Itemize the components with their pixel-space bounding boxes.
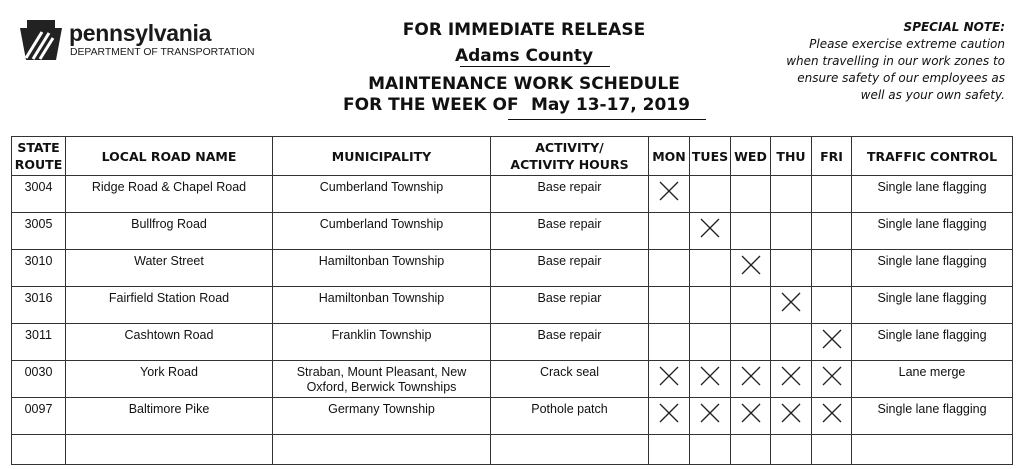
activity-cell: Base repair	[491, 176, 649, 213]
special-note-line: Please exercise extreme caution	[809, 37, 1005, 51]
day-cell-mon	[649, 287, 690, 324]
empty-cell	[491, 435, 649, 465]
empty-cell	[66, 435, 273, 465]
day-cell-fri	[812, 250, 852, 287]
x-mark-icon	[740, 402, 762, 424]
day-cell-tue	[690, 398, 731, 435]
logo-wordmark: pennsylvania	[69, 20, 212, 46]
day-cell-fri	[812, 398, 852, 435]
logo-subtitle: DEPARTMENT OF TRANSPORTATION	[70, 47, 255, 58]
day-cell-tue	[690, 213, 731, 250]
day-cell-fri	[812, 287, 852, 324]
municipality-text: Hamiltonban Township	[318, 254, 445, 268]
table-row	[12, 287, 1013, 324]
col-header-tue: TUES	[690, 137, 731, 176]
day-cell-thu	[771, 176, 812, 213]
x-mark-icon	[780, 402, 802, 424]
day-cell-wed	[731, 361, 771, 398]
empty-cell	[852, 435, 1013, 465]
county-underline	[460, 66, 610, 67]
activity-cell: Base repair	[491, 324, 649, 361]
day-cell-wed	[731, 398, 771, 435]
col-header-mon: MON	[649, 137, 690, 176]
special-note-line: when travelling in our work zones to	[786, 54, 1005, 68]
table-row	[12, 250, 1013, 287]
day-cell-tue	[690, 287, 731, 324]
municipality-text: Cumberland Township	[319, 180, 444, 194]
empty-cell	[771, 435, 812, 465]
special-note-line: well as your own safety.	[860, 88, 1005, 102]
municipality-cell	[273, 213, 491, 250]
day-cell-mon	[649, 250, 690, 287]
x-mark-icon	[821, 402, 843, 424]
municipality-text: Germany Township	[328, 402, 435, 416]
municipality-cell	[273, 287, 491, 324]
municipality-text: Hamiltonban Township	[318, 291, 445, 305]
day-cell-mon	[649, 398, 690, 435]
col-header-wed: WED	[731, 137, 771, 176]
col-header-fri: FRI	[812, 137, 852, 176]
col-header-road: LOCAL ROAD NAME	[66, 137, 273, 176]
traffic-cell: Single lane flagging	[852, 176, 1013, 213]
empty-cell	[731, 435, 771, 465]
table-row	[12, 176, 1013, 213]
route-cell: 0030	[12, 361, 66, 398]
schedule-heading: MAINTENANCE WORK SCHEDULE	[368, 74, 680, 94]
county-heading: Adams County	[454, 46, 594, 66]
release-heading: FOR IMMEDIATE RELEASE	[402, 20, 646, 40]
day-cell-fri	[812, 361, 852, 398]
x-mark-icon	[658, 402, 680, 424]
route-cell: 3010	[12, 250, 66, 287]
day-cell-tue	[690, 176, 731, 213]
x-mark-icon	[699, 402, 721, 424]
municipality-cell	[273, 361, 491, 398]
day-cell-wed	[731, 287, 771, 324]
week-label: FOR THE WEEK OF	[343, 95, 519, 115]
x-mark-icon	[821, 365, 843, 387]
empty-cell	[812, 435, 852, 465]
day-cell-thu	[771, 361, 812, 398]
day-cell-wed	[731, 324, 771, 361]
empty-cell	[649, 435, 690, 465]
x-mark-icon	[821, 328, 843, 350]
day-cell-wed	[731, 213, 771, 250]
activity-cell: Crack seal	[491, 361, 649, 398]
day-cell-thu	[771, 250, 812, 287]
table-header-row	[12, 137, 1013, 176]
week-date: May 13-17, 2019	[531, 95, 690, 115]
municipality-cell	[273, 398, 491, 435]
road-cell: Water Street	[66, 250, 273, 287]
route-cell: 3004	[12, 176, 66, 213]
traffic-cell: Single lane flagging	[852, 213, 1013, 250]
table-row-empty	[12, 435, 1013, 465]
route-cell: 3011	[12, 324, 66, 361]
table-row	[12, 361, 1013, 398]
road-cell: Bullfrog Road	[66, 213, 273, 250]
road-cell: Ridge Road & Chapel Road	[66, 176, 273, 213]
week-underline	[508, 119, 706, 120]
day-cell-thu	[771, 213, 812, 250]
municipality-cell	[273, 250, 491, 287]
day-cell-fri	[812, 213, 852, 250]
schedule-table	[11, 136, 1013, 465]
day-cell-thu	[771, 398, 812, 435]
road-cell: Fairfield Station Road	[66, 287, 273, 324]
col-header-thu: THU	[771, 137, 812, 176]
municipality-text: Franklin Township	[331, 328, 432, 342]
municipality-text: Oxford, Berwick Townships	[306, 380, 457, 394]
day-cell-mon	[649, 176, 690, 213]
x-mark-icon	[740, 254, 762, 276]
special-note-line: ensure safety of our employees as	[797, 71, 1005, 85]
traffic-cell: Single lane flagging	[852, 324, 1013, 361]
day-cell-tue	[690, 250, 731, 287]
day-cell-mon	[649, 213, 690, 250]
route-cell: 3016	[12, 287, 66, 324]
day-cell-fri	[812, 176, 852, 213]
col-header-route: STATE ROUTE	[12, 137, 66, 176]
table-row	[12, 324, 1013, 361]
road-cell: York Road	[66, 361, 273, 398]
x-mark-icon	[780, 291, 802, 313]
municipality-cell	[273, 176, 491, 213]
day-cell-wed	[731, 176, 771, 213]
day-cell-thu	[771, 287, 812, 324]
traffic-cell: Single lane flagging	[852, 250, 1013, 287]
activity-cell: Base repiar	[491, 287, 649, 324]
municipality-text: Straban, Mount Pleasant, New	[296, 365, 467, 379]
special-note-title: SPECIAL NOTE:	[903, 20, 1005, 34]
x-mark-icon	[780, 365, 802, 387]
empty-cell	[273, 435, 491, 465]
traffic-cell: Single lane flagging	[852, 287, 1013, 324]
empty-cell	[12, 435, 66, 465]
x-mark-icon	[740, 365, 762, 387]
x-mark-icon	[699, 217, 721, 239]
col-header-traffic: TRAFFIC CONTROL	[852, 137, 1013, 176]
penndot-logo	[18, 18, 255, 68]
keystone-logo-icon	[18, 18, 64, 62]
col-header-municipality: MUNICIPALITY	[273, 137, 491, 176]
municipality-cell	[273, 324, 491, 361]
route-cell: 0097	[12, 398, 66, 435]
traffic-cell: Single lane flagging	[852, 398, 1013, 435]
day-cell-tue	[690, 324, 731, 361]
day-cell-mon	[649, 324, 690, 361]
day-cell-thu	[771, 324, 812, 361]
x-mark-icon	[699, 365, 721, 387]
road-cell: Baltimore Pike	[66, 398, 273, 435]
table-row	[12, 213, 1013, 250]
traffic-cell: Lane merge	[852, 361, 1013, 398]
x-mark-icon	[658, 365, 680, 387]
activity-cell: Pothole patch	[491, 398, 649, 435]
road-cell: Cashtown Road	[66, 324, 273, 361]
day-cell-tue	[690, 361, 731, 398]
empty-cell	[690, 435, 731, 465]
table-row	[12, 398, 1013, 435]
municipality-text: Cumberland Township	[319, 217, 444, 231]
day-cell-fri	[812, 324, 852, 361]
activity-cell: Base repair	[491, 250, 649, 287]
day-cell-wed	[731, 250, 771, 287]
x-mark-icon	[658, 180, 680, 202]
day-cell-mon	[649, 361, 690, 398]
special-note	[765, 19, 1005, 104]
route-cell: 3005	[12, 213, 66, 250]
col-header-activity: ACTIVITY/ ACTIVITY HOURS	[491, 137, 649, 176]
activity-cell: Base repair	[491, 213, 649, 250]
